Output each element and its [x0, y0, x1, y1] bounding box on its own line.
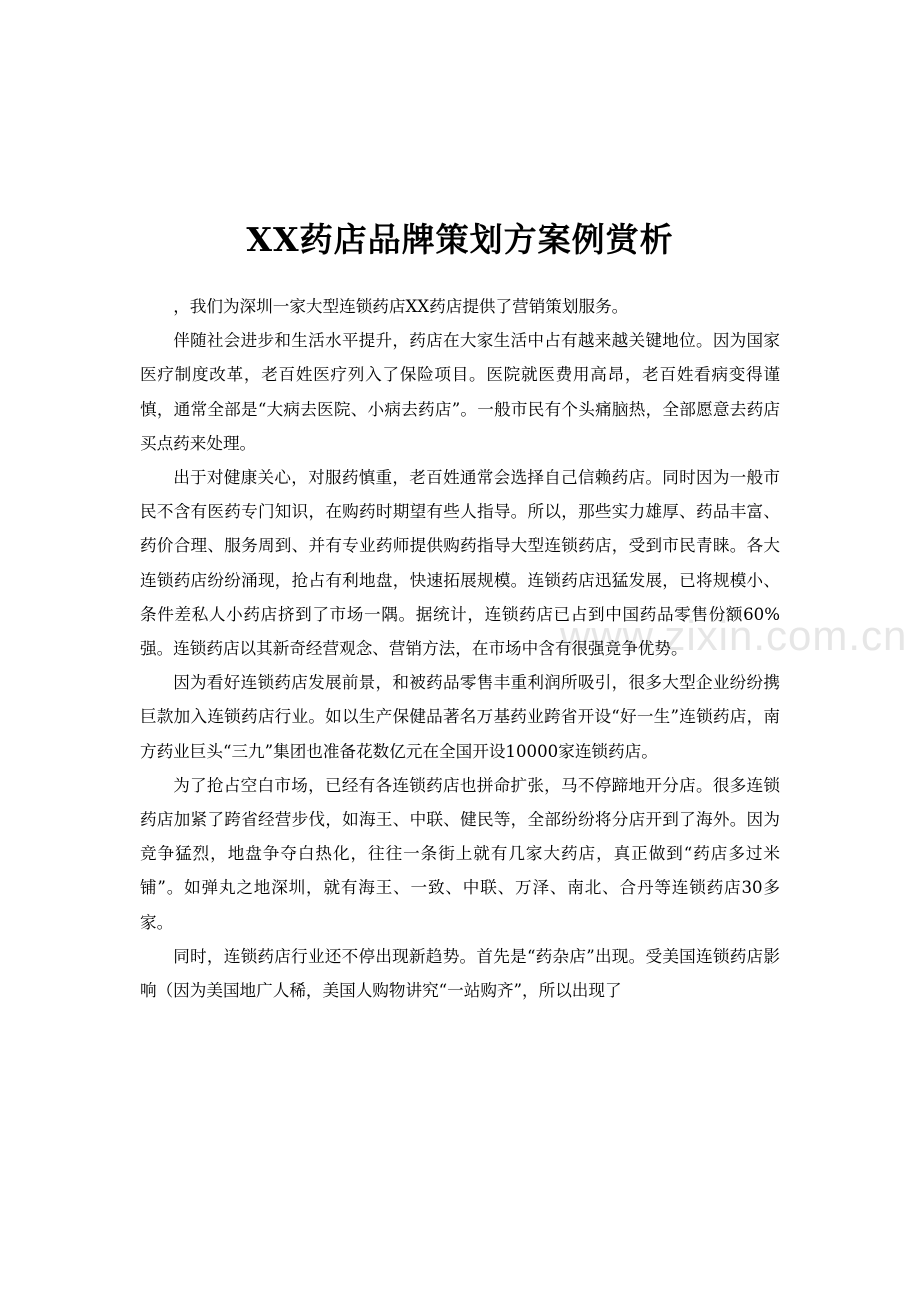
paragraph-investment: 因为看好连锁药店发展前景，和被药品零售丰重利润所吸引，很多大型企业纷纷携巨款加入连锁药店行业。如以生产保健品著名万基药业跨省开设“好一生”连锁药店，南方药业巨头“三九”集团也准备花数亿元在全国开设10000家连锁药店。 — [140, 673, 780, 761]
paragraph-expansion: 为了抢占空白市场，已经有各连锁药店也拼命扩张，马不停蹄地开分店。很多连锁药店加紧了跨省经营步伐，如海王、中联、健民等，全部纷纷将分店开到了海外。因为竞争猛烈，地盘争夺白热化，往往一条街上就有几家大药店，真正做到“药店多过米铺”。如弹丸之地深圳，就有海王、一致、中联、万泽、南北、合丹等连锁药店30多家。 — [140, 775, 780, 932]
watermark: www.zixin.com.cn — [560, 612, 908, 659]
paragraph-intro: ，我们为深圳一家大型连锁药店XX药店提供了营销策划服务。 — [173, 297, 629, 316]
paragraph-background: 伴随社会进步和生活水平提升，药店在大家生活中占有越来越关键地位。因为国家医疗制度改革，老百姓医疗列入了保险项目。医院就医费用高昂，老百姓看病变得谨慎，通常全部是“大病去医院、小病去药店”。一般市民有个头痛脑热，全部愿意去药店买点药来处理。 — [140, 331, 780, 453]
document-body — [140, 290, 780, 1008]
paragraph-consumer-trust: 出于对健康关心，对服药慎重，老百姓通常会选择自己信赖药店。同时因为一般市民不含有医药专门知识，在购药时期望有些人指导。所以，那些实力雄厚、药品丰富、药价合理、服务周到、并有专业药师提供购药指导大型连锁药店，受到市民青睐。各大连锁药店纷纷涌现，抢占有利地盘，快速拓展规模。连锁药店迅猛发展，已将规模小、条件差私人小药店挤到了市场一隅。据统计，连锁药店已占到中国药品零售份额60%强。连锁药店以其新奇经营观念、营销方法，在市场中含有很强竞争优势。 — [140, 468, 780, 659]
document-title: XX药店品牌策划方案例赏析 — [246, 220, 674, 259]
paragraph-trends: 同时，连锁药店行业还不停出现新趋势。首先是“药杂店”出现。受美国连锁药店影响（因为美国地广人稀，美国人购物讲究“一站购齐”，所以出现了 — [140, 946, 780, 1001]
